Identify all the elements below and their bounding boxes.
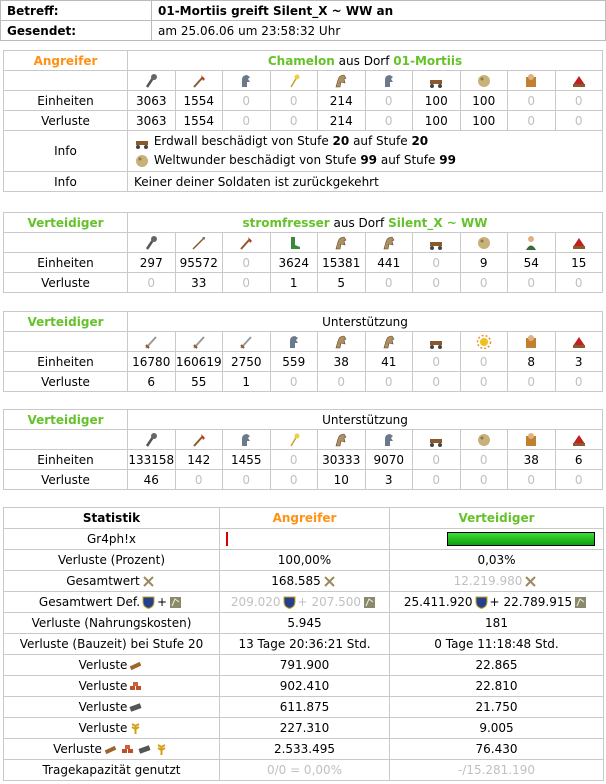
stats-attacker-value: 209.020 [230, 595, 281, 609]
unit-count: 100 [413, 111, 461, 131]
unit-icon-cell [365, 71, 413, 91]
horse-shield-icon [574, 596, 587, 609]
unit-count: 30333 [318, 450, 366, 470]
ram-icon [428, 432, 444, 448]
druid-icon [286, 73, 302, 89]
unit-icon-cell [223, 233, 271, 253]
sun-icon [476, 334, 492, 350]
unit-count: 1 [270, 273, 318, 293]
unit-count: 1 [223, 372, 271, 392]
unit-icon-cell [270, 71, 318, 91]
unit-count: 0 [365, 273, 413, 293]
stats-attacker-value: 2.533.495 [220, 739, 390, 760]
unit-count: 0 [223, 273, 271, 293]
units-label: Einheiten [4, 253, 128, 273]
defender-player[interactable]: stromfresser [242, 215, 330, 230]
unit-count: 214 [318, 91, 366, 111]
knight-icon [238, 73, 254, 89]
axe-icon [191, 432, 207, 448]
stats-label: Verluste [53, 742, 102, 756]
stats-attacker-value: 168.585 [271, 574, 321, 588]
stats-label: Verluste (Prozent) [4, 550, 220, 571]
unit-count: 0 [365, 91, 413, 111]
knight-icon [286, 334, 302, 350]
unit-count: 0 [175, 470, 223, 490]
stats-attacker-value: 902.410 [220, 676, 390, 697]
unit-count: 0 [223, 470, 271, 490]
unit-count: 8 [508, 352, 556, 372]
unit-icon-cell [365, 332, 413, 352]
unit-icon-cell [318, 430, 366, 450]
unit-count: 0 [413, 273, 461, 293]
unit-count: 0 [460, 273, 508, 293]
unit-icon-cell [270, 430, 318, 450]
unit-count: 559 [270, 352, 318, 372]
stats-label: Verluste [78, 658, 128, 672]
senator-icon [523, 235, 539, 251]
unit-count: 133158 [128, 450, 176, 470]
unit-count: 0 [555, 470, 603, 490]
unit-count: 0 [223, 111, 271, 131]
unit-count: 0 [270, 450, 318, 470]
unit-count: 9 [460, 253, 508, 273]
unit-icon-cell [365, 430, 413, 450]
crop-icon [129, 722, 142, 735]
unit-icon-cell [128, 430, 176, 450]
unit-icon-cell [270, 233, 318, 253]
attacker-village[interactable]: 01-Mortiis [393, 53, 463, 68]
knight-icon [381, 73, 397, 89]
unit-count: 0 [413, 253, 461, 273]
report-header [0, 0, 606, 41]
stats-defender-value: 9.005 [390, 718, 604, 739]
unit-count: 0 [555, 91, 603, 111]
losses-label: Verluste [4, 372, 128, 392]
stats-label: Verluste (Bauzeit) bei Stufe 20 [4, 634, 220, 655]
axe-icon [238, 235, 254, 251]
stats-label: Verluste [78, 721, 128, 735]
unit-icon-cell [175, 233, 223, 253]
knight-icon [238, 432, 254, 448]
stats-label: Verluste [78, 679, 128, 693]
knight-icon [381, 432, 397, 448]
unit-count: 15381 [318, 253, 366, 273]
stats-attacker-value: 0/0 = 0,00% [220, 760, 390, 781]
losses-label: Verluste [4, 111, 128, 131]
unit-icon-cell [413, 430, 461, 450]
unit-count: 100 [460, 91, 508, 111]
iron-icon [129, 701, 142, 714]
unit-icon-cell [460, 430, 508, 450]
plus-sign: + [489, 595, 500, 609]
horse-icon [381, 235, 397, 251]
unit-count: 10 [318, 470, 366, 490]
unit-count: 100 [460, 111, 508, 131]
unit-count: 5 [318, 273, 366, 293]
unit-count: 0 [460, 470, 508, 490]
stats-defender-value: 76.430 [390, 739, 604, 760]
unit-icon-cell [223, 71, 271, 91]
stats-col-defender: Verteidiger [390, 508, 604, 529]
info-text: Erdwall beschädigt von Stufe [153, 134, 329, 148]
unit-count: 142 [175, 450, 223, 470]
units-label: Einheiten [4, 450, 128, 470]
info-label: Info [4, 172, 128, 192]
stats-defender-value: -/15.281.190 [390, 760, 604, 781]
unit-count: 160619 [175, 352, 223, 372]
horse-shield-icon [363, 596, 376, 609]
stats-attacker-value: 791.900 [220, 655, 390, 676]
support1-role: Verteidiger [4, 312, 128, 332]
units-label: Einheiten [4, 352, 128, 372]
stats-defender-total [390, 571, 604, 592]
chief-icon [523, 334, 539, 350]
sent-time: am 25.06.06 um 23:58:32 Uhr [152, 21, 606, 41]
support1-title: Unterstützung [128, 312, 603, 332]
ram-icon [428, 235, 444, 251]
unit-icon-cell [318, 71, 366, 91]
statistics-table [3, 507, 604, 781]
stats-label-def [4, 592, 220, 613]
unit-count: 33 [175, 273, 223, 293]
unit-count: 16780 [128, 352, 176, 372]
catapult-icon [476, 73, 492, 89]
boot-icon [286, 235, 302, 251]
support2-table [3, 409, 603, 490]
unit-count: 9070 [365, 450, 413, 470]
stats-attacker-value: 13 Tage 20:36:21 Std. [220, 634, 390, 655]
unit-count: 0 [555, 273, 603, 293]
unit-count: 0 [413, 470, 461, 490]
stats-title: Statistik [4, 508, 220, 529]
club-icon [143, 432, 159, 448]
unit-count: 95572 [175, 253, 223, 273]
unit-count: 3063 [128, 91, 176, 111]
unit-icon-cell [413, 233, 461, 253]
subject-label: Betreff: [1, 1, 152, 21]
unit-count: 2750 [223, 352, 271, 372]
unit-icon-cell [365, 233, 413, 253]
subject: 01-Mortiis greift Silent_X ~ WW an [152, 1, 606, 21]
stats-attacker-value: 227.310 [220, 718, 390, 739]
unit-count: 0 [223, 91, 271, 111]
stats-label: Verluste (Nahrungskosten) [4, 613, 220, 634]
stats-attacker-value: 100,00% [220, 550, 390, 571]
shield-icon [475, 596, 488, 609]
attacker-role: Angreifer [4, 51, 128, 71]
unit-icon-cell [175, 332, 223, 352]
unit-count: 0 [270, 91, 318, 111]
swords-icon [142, 575, 155, 588]
chief-icon [523, 432, 539, 448]
unit-count: 1455 [223, 450, 271, 470]
unit-icon-cell [270, 332, 318, 352]
stats-label: Gesamtwert Def. [38, 595, 141, 609]
stats-label-all [4, 739, 220, 760]
info-text: Weltwunder beschädigt von Stufe [153, 153, 357, 167]
unit-count: 0 [508, 91, 556, 111]
stats-col-attacker: Angreifer [220, 508, 390, 529]
stats-label: Tragekapazität genutzt [4, 760, 220, 781]
club-icon [143, 235, 159, 251]
attacker-player[interactable]: Chamelon [267, 53, 335, 68]
stats-defender-value: 0,03% [390, 550, 604, 571]
attacker-loss-bar [220, 529, 390, 550]
unit-icon-cell [128, 233, 176, 253]
horse-icon [333, 334, 349, 350]
unit-count: 100 [413, 91, 461, 111]
unit-icon-cell [128, 332, 176, 352]
plus-sign: + [157, 595, 168, 609]
unit-icon-cell [508, 430, 556, 450]
unit-icon-cell [318, 233, 366, 253]
unit-count: 3 [365, 470, 413, 490]
unit-count: 297 [128, 253, 176, 273]
settler-icon [571, 334, 587, 350]
unit-count: 0 [508, 372, 556, 392]
unit-icon-cell [460, 71, 508, 91]
stats-label-clay [4, 676, 220, 697]
unit-icon-cell [555, 233, 603, 253]
clay-icon [121, 743, 134, 756]
stats-defender-value: 0 Tage 11:18:48 Std. [390, 634, 604, 655]
unit-count: 0 [508, 470, 556, 490]
stats-attacker-def [220, 592, 390, 613]
attacker-info2: Keiner deiner Soldaten ist zurückgekehrt [128, 172, 603, 192]
unit-icon-cell [413, 71, 461, 91]
unit-count: 1554 [175, 111, 223, 131]
unit-icon-cell [508, 332, 556, 352]
settler-icon [571, 235, 587, 251]
support2-role: Verteidiger [4, 410, 128, 430]
info-value: 20 [332, 134, 350, 148]
stats-defender-value: 181 [390, 613, 604, 634]
horse-shield-icon [169, 596, 182, 609]
sword-icon [143, 334, 159, 350]
stats-label-wood [4, 655, 220, 676]
stats-label-iron [4, 697, 220, 718]
unit-count: 0 [223, 253, 271, 273]
crop-icon [155, 743, 168, 756]
unit-count: 54 [508, 253, 556, 273]
unit-count: 0 [270, 372, 318, 392]
unit-icon-cell [555, 430, 603, 450]
unit-count: 0 [555, 372, 603, 392]
shield-icon [142, 596, 155, 609]
unit-count: 3 [555, 352, 603, 372]
swords-icon [524, 575, 537, 588]
axe-icon [191, 73, 207, 89]
wood-icon [104, 743, 117, 756]
unit-icon-cell [508, 233, 556, 253]
defender-table [3, 212, 603, 293]
unit-count: 0 [413, 372, 461, 392]
stats-label: Verluste [78, 700, 128, 714]
clay-icon [129, 680, 142, 693]
unit-count: 38 [508, 450, 556, 470]
swords-icon [323, 575, 336, 588]
ram-icon [134, 134, 150, 150]
catapult-icon [134, 153, 150, 169]
stats-defender-def [390, 592, 604, 613]
stats-defender-value: 25.411.920 [403, 595, 473, 609]
ram-icon [428, 73, 444, 89]
unit-count: 41 [365, 352, 413, 372]
info-value: 99 [360, 153, 378, 167]
unit-count: 441 [365, 253, 413, 273]
info-value: 99 [439, 153, 456, 167]
losses-label: Verluste [4, 470, 128, 490]
unit-count: 0 [508, 273, 556, 293]
unit-count: 0 [460, 352, 508, 372]
info-text: auf Stufe [380, 153, 436, 167]
attacker-title [128, 51, 603, 71]
stats-label-graphics: Gr4ph!x [4, 529, 220, 550]
sword-icon [238, 334, 254, 350]
stats-defender-value: 12.219.980 [453, 574, 523, 588]
unit-count: 0 [365, 111, 413, 131]
catapult-icon [476, 235, 492, 251]
unit-icon-cell [223, 332, 271, 352]
stats-label: Gesamtwert [66, 574, 140, 588]
iron-icon [138, 743, 151, 756]
support1-table [3, 311, 603, 392]
unit-count: 0 [270, 470, 318, 490]
unit-count: 6 [555, 450, 603, 470]
from-village-text: aus Dorf [333, 215, 385, 230]
stats-label-total [4, 571, 220, 592]
unit-count: 0 [508, 111, 556, 131]
info-value: 20 [411, 134, 429, 148]
unit-count: 3624 [270, 253, 318, 273]
unit-count: 0 [365, 372, 413, 392]
horse-icon [381, 334, 397, 350]
chief-icon [523, 73, 539, 89]
unit-icon-cell [508, 71, 556, 91]
unit-count: 0 [270, 111, 318, 131]
unit-count: 46 [128, 470, 176, 490]
defender-village[interactable]: Silent_X ~ WW [388, 215, 488, 230]
unit-count: 0 [555, 111, 603, 131]
horse-icon [333, 235, 349, 251]
losses-label: Verluste [4, 273, 128, 293]
settler-icon [571, 432, 587, 448]
settler-icon [571, 73, 587, 89]
unit-count: 214 [318, 111, 366, 131]
ram-icon [428, 334, 444, 350]
unit-count: 0 [413, 450, 461, 470]
stats-defender-value: 21.750 [390, 697, 604, 718]
unit-count: 0 [460, 450, 508, 470]
stats-attacker-total [220, 571, 390, 592]
unit-icon-cell [318, 332, 366, 352]
unit-icon-cell [460, 233, 508, 253]
units-label: Einheiten [4, 91, 128, 111]
stats-attacker-value: 207.500 [311, 595, 362, 609]
stats-defender-value: 22.789.915 [503, 595, 573, 609]
unit-icon-cell [128, 71, 176, 91]
unit-icon-cell [460, 332, 508, 352]
shield-icon [283, 596, 296, 609]
unit-icon-cell [555, 71, 603, 91]
club-icon [143, 73, 159, 89]
from-village-text: aus Dorf [338, 53, 390, 68]
stats-attacker-value: 611.875 [220, 697, 390, 718]
unit-count: 15 [555, 253, 603, 273]
defender-role: Verteidiger [4, 213, 128, 233]
catapult-icon [476, 432, 492, 448]
unit-count: 0 [318, 372, 366, 392]
stats-attacker-value: 5.945 [220, 613, 390, 634]
info-label: Info [4, 131, 128, 172]
unit-count: 0 [460, 372, 508, 392]
unit-icon-cell [413, 332, 461, 352]
defender-title [128, 213, 603, 233]
unit-count: 1554 [175, 91, 223, 111]
unit-count: 0 [413, 352, 461, 372]
attacker-table [3, 50, 603, 192]
sword-icon [191, 334, 207, 350]
stats-defender-value: 22.865 [390, 655, 604, 676]
unit-count: 38 [318, 352, 366, 372]
unit-count: 6 [128, 372, 176, 392]
support2-title: Unterstützung [128, 410, 603, 430]
defender-loss-bar [390, 529, 604, 550]
attacker-info [128, 131, 603, 172]
unit-count: 3063 [128, 111, 176, 131]
stats-defender-value: 22.810 [390, 676, 604, 697]
unit-icon-cell [555, 332, 603, 352]
druid-icon [286, 432, 302, 448]
info-text: auf Stufe [353, 134, 408, 148]
horse-icon [333, 73, 349, 89]
pike-icon [191, 235, 207, 251]
sent-label: Gesendet: [1, 21, 152, 41]
plus-sign: + [297, 595, 308, 609]
unit-count: 0 [128, 273, 176, 293]
wood-icon [129, 659, 142, 672]
unit-icon-cell [175, 71, 223, 91]
unit-icon-cell [223, 430, 271, 450]
unit-icon-cell [175, 430, 223, 450]
stats-label-crop [4, 718, 220, 739]
unit-count: 55 [175, 372, 223, 392]
horse-icon [333, 432, 349, 448]
